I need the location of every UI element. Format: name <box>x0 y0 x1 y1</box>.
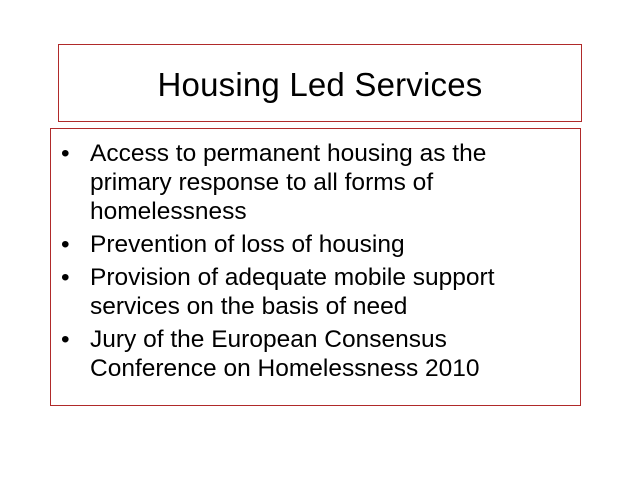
bullet-text: Jury of the European Consensus Conference on Homelessness 2010 <box>90 326 480 382</box>
bullet-icon: • <box>61 231 70 258</box>
bullet-item-access <box>59 139 574 226</box>
slide-title: Housing Led Services <box>157 65 483 103</box>
bullet-item-jury <box>59 325 574 383</box>
bullet-text: Access to permanent housing as the primary response to all forms of homelessness <box>90 140 487 225</box>
bullet-text: Prevention of loss of housing <box>90 231 405 258</box>
bullet-item-provision <box>59 263 574 321</box>
bullet-text: Provision of adequate mobile support services on the basis of need <box>90 264 495 320</box>
slide-body-box <box>50 128 581 406</box>
bullet-icon: • <box>61 140 70 167</box>
bullet-list <box>59 139 574 387</box>
bullet-icon: • <box>61 326 70 353</box>
bullet-icon: • <box>61 264 70 291</box>
bullet-item-prevention <box>59 230 574 259</box>
slide-title-box <box>58 44 582 122</box>
